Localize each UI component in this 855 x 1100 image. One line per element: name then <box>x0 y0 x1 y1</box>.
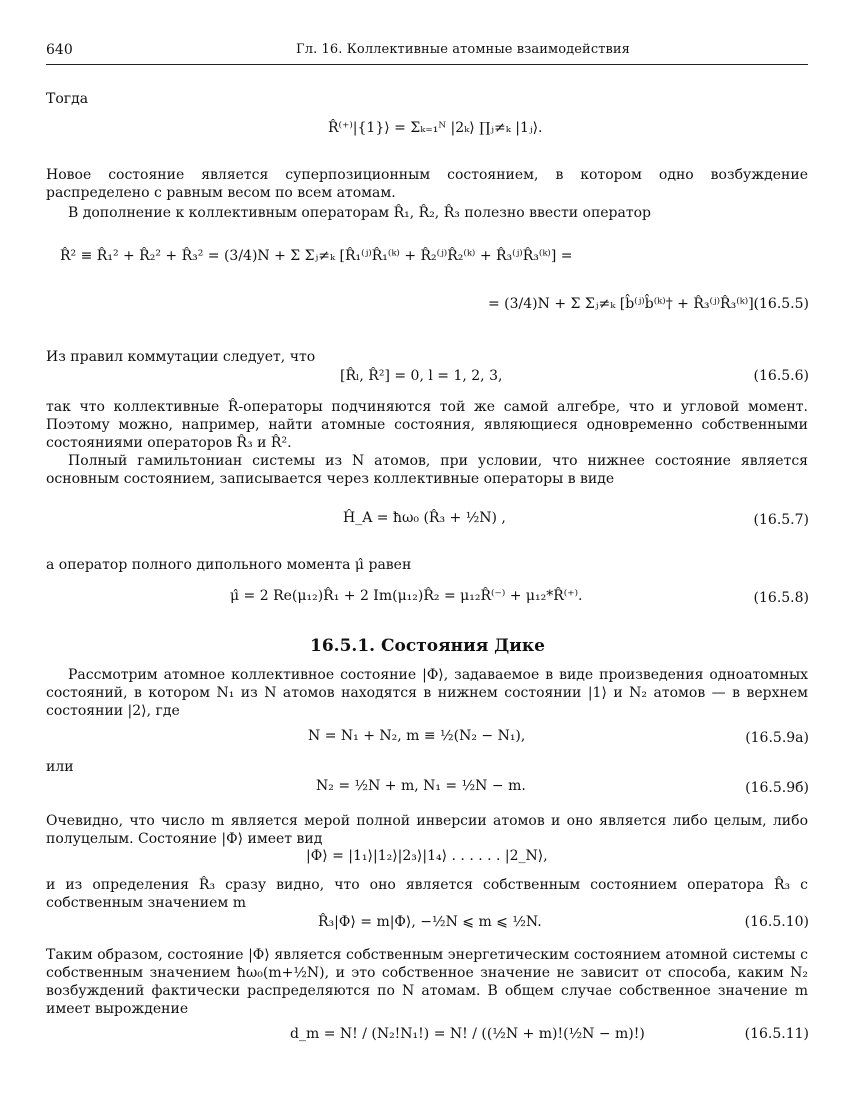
paragraph: Рассмотрим атомное коллективное состояние |Φ⟩, задаваемое в виде произведения одноатомных состояний, в котором N₁ из N атомов находятся в нижнем состоянии |1⟩ и N₂ атомов — в верхнем состоянии |2⟩, где <box>46 667 808 719</box>
paragraph: В дополнение к коллективным операторам R̂₁, R̂₂, R̂₃ полезно ввести оператор <box>68 205 652 221</box>
equation-number: (16.5.6) <box>753 368 809 384</box>
equation-number: (16.5.7) <box>753 512 809 528</box>
paragraph: так что коллективные R̂-операторы подчиняются той же самой алгебре, что и угловой момент. Поэтому можно, например, найти атомные состояния, являющиеся одновременно собственными состояниями операторов R̂₃ и R̂². <box>46 399 808 451</box>
equation: Ĥ_A = ħω₀ (R̂₃ + ½N) , <box>343 510 506 526</box>
running-title: Гл. 16. Коллективные атомные взаимодействия <box>296 42 630 57</box>
paragraph: или <box>46 759 74 775</box>
paragraph: Тогда <box>46 91 89 107</box>
paragraph: и из определения R̂₃ сразу видно, что оно является собственным состоянием оператора R̂₃ с собственным значением m <box>46 877 808 911</box>
equation-number: (16.5.10) <box>744 914 809 930</box>
equation: N₂ = ½N + m, N₁ = ½N − m. <box>316 778 526 794</box>
equation: |Φ⟩ = |1₁⟩|1₂⟩|2₃⟩|1₄⟩ . . . . . . |2_N⟩, <box>306 848 548 864</box>
page-number: 640 <box>46 42 73 58</box>
equation: N = N₁ + N₂, m ≡ ½(N₂ − N₁), <box>308 728 526 744</box>
equation-number: (16.5.9б) <box>745 780 809 796</box>
equation-number: (16.5.8) <box>753 590 809 606</box>
paragraph: Из правил коммутации следует, что <box>46 349 316 365</box>
page-header <box>46 40 808 65</box>
equation: R̂⁽⁺⁾|{1}⟩ = Σₖ₌₁ᴺ |2ₖ⟩ ∏ⱼ≠ₖ |1ⱼ⟩. <box>328 120 543 136</box>
section-title: 16.5.1. Состояния Дике <box>310 636 545 656</box>
equation: R̂² ≡ R̂₁² + R̂₂² + R̂₃² = (3/4)N + Σ Σⱼ≠ₖ [R̂₁⁽ʲ⁾R̂₁⁽ᵏ⁾ + R̂₂⁽ʲ⁾R̂₂⁽ᵏ⁾ + R̂₃⁽ʲ⁾R̂₃⁽ᵏ⁾] = <box>60 248 573 264</box>
equation-number: (16.5.5) <box>753 296 809 312</box>
paragraph: а оператор полного дипольного момента μ̂ равен <box>46 557 412 573</box>
equation: [R̂ₗ, R̂²] = 0, l = 1, 2, 3, <box>340 368 503 384</box>
equation: R̂₃|Φ⟩ = m|Φ⟩, −½N ⩽ m ⩽ ½N. <box>318 914 542 930</box>
paragraph: Полный гамильтониан системы из N атомов, при условии, что нижнее состояние является основным состоянием, записывается через коллективные операторы в виде <box>46 453 808 487</box>
equation: d_m = N! / (N₂!N₁!) = N! / ((½N + m)!(½N − m)!) <box>290 1026 645 1042</box>
equation: = (3/4)N + Σ Σⱼ≠ₖ [b̂⁽ʲ⁾b̂⁽ᵏ⁾† + R̂₃⁽ʲ⁾R̂₃⁽ᵏ⁾]. <box>488 296 759 312</box>
paragraph: Новое состояние является суперпозиционным состоянием, в котором одно возбуждение распределено с равным весом по всем атомам. <box>46 167 808 201</box>
equation: μ̂ = 2 Re(μ₁₂)R̂₁ + 2 Im(μ₁₂)R̂₂ = μ₁₂R̂⁽⁻⁾ + μ₁₂*R̂⁽⁺⁾. <box>230 588 583 604</box>
equation-number: (16.5.9а) <box>745 730 809 746</box>
paragraph: Очевидно, что число m является мерой полной инверсии атомов и оно является либо целым, либо полуцелым. Состояние |Φ⟩ имеет вид <box>46 813 808 847</box>
equation-number: (16.5.11) <box>744 1026 809 1042</box>
paragraph: Таким образом, состояние |Φ⟩ является собственным энергетическим состоянием атомной системы с собственным значением ħω₀(m+½N), и это собственное значение не зависит от способа, каким N₂ возбуждений фактически распределяются по N атомам. В общем случае собственное значение m имеет вырождение <box>46 947 808 1017</box>
